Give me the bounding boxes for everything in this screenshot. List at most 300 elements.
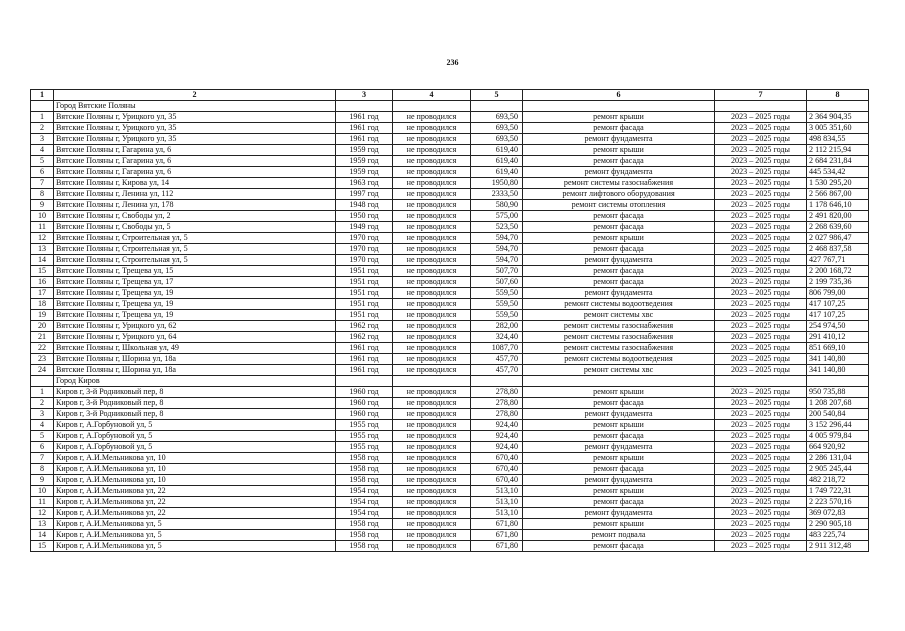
year-cell: 1958 год: [336, 453, 393, 464]
column-header: 7: [715, 90, 807, 101]
row-number: 1: [31, 387, 54, 398]
period-cell: 2023 – 2025 годы: [715, 409, 807, 420]
area-cell: 693,50: [471, 134, 523, 145]
address-cell: Вятские Поляны г, Урицкого ул, 35: [54, 123, 336, 134]
row-number: 4: [31, 145, 54, 156]
period-cell: 2023 – 2025 годы: [715, 244, 807, 255]
area-cell: 278,80: [471, 409, 523, 420]
year-cell: 1951 год: [336, 310, 393, 321]
table-row: [31, 541, 869, 552]
work-type-cell: ремонт фасада: [523, 222, 715, 233]
area-cell: 619,40: [471, 145, 523, 156]
year-cell: 1958 год: [336, 541, 393, 552]
table-row: [31, 167, 869, 178]
area-cell: 282,00: [471, 321, 523, 332]
row-number: 13: [31, 244, 54, 255]
table-row: [31, 431, 869, 442]
work-type-cell: ремонт крыши: [523, 453, 715, 464]
year-cell: 1963 год: [336, 178, 393, 189]
row-number: 23: [31, 354, 54, 365]
row-number: 1: [31, 112, 54, 123]
year-cell: 1951 год: [336, 277, 393, 288]
empty-cell: [336, 376, 393, 387]
table-row: [31, 178, 869, 189]
period-cell: 2023 – 2025 годы: [715, 365, 807, 376]
status-cell: не проводился: [393, 387, 471, 398]
table-row: [31, 420, 869, 431]
empty-cell: [393, 101, 471, 112]
empty-cell: [807, 376, 869, 387]
work-type-cell: ремонт крыши: [523, 233, 715, 244]
cost-cell: 1 178 646,10: [807, 200, 869, 211]
row-number: 8: [31, 464, 54, 475]
address-cell: Вятские Поляны г, Урицкого ул, 35: [54, 134, 336, 145]
year-cell: 1960 год: [336, 409, 393, 420]
period-cell: 2023 – 2025 годы: [715, 156, 807, 167]
year-cell: 1951 год: [336, 299, 393, 310]
year-cell: 1950 год: [336, 211, 393, 222]
cost-cell: 1 208 207,68: [807, 398, 869, 409]
row-number: 2: [31, 123, 54, 134]
work-type-cell: ремонт системы газоснабжения: [523, 178, 715, 189]
period-cell: 2023 – 2025 годы: [715, 310, 807, 321]
status-cell: не проводился: [393, 431, 471, 442]
status-cell: не проводился: [393, 255, 471, 266]
work-type-cell: ремонт фасада: [523, 123, 715, 134]
status-cell: не проводился: [393, 288, 471, 299]
cost-cell: 2 468 837,58: [807, 244, 869, 255]
status-cell: не проводился: [393, 167, 471, 178]
status-cell: не проводился: [393, 541, 471, 552]
row-number: 3: [31, 409, 54, 420]
area-cell: 670,40: [471, 464, 523, 475]
work-type-cell: ремонт фасада: [523, 398, 715, 409]
table-row: [31, 277, 869, 288]
period-cell: 2023 – 2025 годы: [715, 123, 807, 134]
table-row: [31, 475, 869, 486]
column-header: 4: [393, 90, 471, 101]
column-header: 1: [31, 90, 54, 101]
row-number: 4: [31, 420, 54, 431]
row-number: 12: [31, 508, 54, 519]
area-cell: 513,10: [471, 508, 523, 519]
address-cell: Вятские Поляны г, Кирова ул, 14: [54, 178, 336, 189]
year-cell: 1955 год: [336, 431, 393, 442]
year-cell: 1948 год: [336, 200, 393, 211]
work-type-cell: ремонт фасада: [523, 464, 715, 475]
period-cell: 2023 – 2025 годы: [715, 321, 807, 332]
area-cell: 523,50: [471, 222, 523, 233]
section-title: Город Киров: [54, 376, 336, 387]
row-number: 16: [31, 277, 54, 288]
year-cell: 1958 год: [336, 519, 393, 530]
address-cell: Вятские Поляны г, Трещева ул, 15: [54, 266, 336, 277]
cost-cell: 2 566 867,00: [807, 189, 869, 200]
table-header-row: [31, 90, 869, 101]
area-cell: 575,00: [471, 211, 523, 222]
period-cell: 2023 – 2025 годы: [715, 354, 807, 365]
status-cell: не проводился: [393, 464, 471, 475]
address-cell: Киров г, А.Горбуновой ул, 5: [54, 420, 336, 431]
column-header: 8: [807, 90, 869, 101]
period-cell: 2023 – 2025 годы: [715, 299, 807, 310]
address-cell: Вятские Поляны г, Трещева ул, 17: [54, 277, 336, 288]
period-cell: 2023 – 2025 годы: [715, 222, 807, 233]
period-cell: 2023 – 2025 годы: [715, 398, 807, 409]
area-cell: 580,90: [471, 200, 523, 211]
section-title: Город Вятские Поляны: [54, 101, 336, 112]
period-cell: 2023 – 2025 годы: [715, 508, 807, 519]
status-cell: не проводился: [393, 178, 471, 189]
address-cell: Киров г, А.И.Мельникова ул, 5: [54, 530, 336, 541]
row-number: 8: [31, 189, 54, 200]
cost-cell: 1 530 295,20: [807, 178, 869, 189]
period-cell: 2023 – 2025 годы: [715, 497, 807, 508]
row-number: 18: [31, 299, 54, 310]
cost-cell: 2 491 820,00: [807, 211, 869, 222]
address-cell: Киров г, А.И.Мельникова ул, 10: [54, 464, 336, 475]
section-header-row: [31, 376, 869, 387]
empty-cell: [471, 376, 523, 387]
cost-cell: 254 974,50: [807, 321, 869, 332]
year-cell: 1954 год: [336, 486, 393, 497]
row-number: 5: [31, 156, 54, 167]
table-row: [31, 398, 869, 409]
work-type-cell: ремонт крыши: [523, 387, 715, 398]
empty-cell: [393, 376, 471, 387]
area-cell: 513,10: [471, 497, 523, 508]
address-cell: Вятские Поляны г, Строительная ул, 5: [54, 233, 336, 244]
work-type-cell: ремонт системы хвс: [523, 310, 715, 321]
area-cell: 507,70: [471, 266, 523, 277]
address-cell: Киров г, 3-й Родниковый пер, 8: [54, 398, 336, 409]
address-cell: Вятские Поляны г, Трещева ул, 19: [54, 288, 336, 299]
year-cell: 1955 год: [336, 442, 393, 453]
row-number: 10: [31, 486, 54, 497]
area-cell: 671,80: [471, 530, 523, 541]
cost-cell: 2 290 905,18: [807, 519, 869, 530]
address-cell: Вятские Поляны г, Гагарина ул, 6: [54, 167, 336, 178]
cost-cell: 483 225,74: [807, 530, 869, 541]
work-type-cell: ремонт фундамента: [523, 409, 715, 420]
cost-cell: 664 920,92: [807, 442, 869, 453]
area-cell: 559,50: [471, 310, 523, 321]
period-cell: 2023 – 2025 годы: [715, 288, 807, 299]
address-cell: Киров г, А.И.Мельникова ул, 5: [54, 541, 336, 552]
status-cell: не проводился: [393, 409, 471, 420]
table-row: [31, 310, 869, 321]
year-cell: 1961 год: [336, 354, 393, 365]
status-cell: не проводился: [393, 321, 471, 332]
period-cell: 2023 – 2025 годы: [715, 178, 807, 189]
cost-cell: 806 799,00: [807, 288, 869, 299]
empty-cell: [523, 376, 715, 387]
status-cell: не проводился: [393, 277, 471, 288]
cost-cell: 2 911 312,48: [807, 541, 869, 552]
table-row: [31, 222, 869, 233]
address-cell: Киров г, А.И.Мельникова ул, 22: [54, 508, 336, 519]
area-cell: 671,80: [471, 519, 523, 530]
year-cell: 1962 год: [336, 321, 393, 332]
area-cell: 457,70: [471, 365, 523, 376]
status-cell: не проводился: [393, 134, 471, 145]
address-cell: Киров г, А.И.Мельникова ул, 5: [54, 519, 336, 530]
section-header-row: [31, 101, 869, 112]
year-cell: 1970 год: [336, 255, 393, 266]
table-row: [31, 255, 869, 266]
table-row: [31, 211, 869, 222]
area-cell: 693,50: [471, 112, 523, 123]
cost-cell: 427 767,71: [807, 255, 869, 266]
year-cell: 1958 год: [336, 475, 393, 486]
address-cell: Вятские Поляны г, Урицкого ул, 64: [54, 332, 336, 343]
period-cell: 2023 – 2025 годы: [715, 266, 807, 277]
table-row: [31, 156, 869, 167]
work-type-cell: ремонт системы хвс: [523, 365, 715, 376]
address-cell: Вятские Поляны г, Свободы ул, 2: [54, 211, 336, 222]
cost-cell: 445 534,42: [807, 167, 869, 178]
period-cell: 2023 – 2025 годы: [715, 189, 807, 200]
work-type-cell: ремонт системы водоотведения: [523, 299, 715, 310]
row-number: 17: [31, 288, 54, 299]
work-type-cell: ремонт фасада: [523, 156, 715, 167]
cost-cell: 341 140,80: [807, 365, 869, 376]
status-cell: не проводился: [393, 222, 471, 233]
address-cell: Вятские Поляны г, Строительная ул, 5: [54, 255, 336, 266]
address-cell: Киров г, А.И.Мельникова ул, 10: [54, 475, 336, 486]
row-number: 10: [31, 211, 54, 222]
year-cell: 1959 год: [336, 145, 393, 156]
period-cell: 2023 – 2025 годы: [715, 420, 807, 431]
year-cell: 1951 год: [336, 266, 393, 277]
status-cell: не проводился: [393, 332, 471, 343]
area-cell: 670,40: [471, 475, 523, 486]
table-row: [31, 387, 869, 398]
work-type-cell: ремонт фундамента: [523, 167, 715, 178]
area-cell: 278,80: [471, 387, 523, 398]
row-number: 14: [31, 255, 54, 266]
cost-cell: 2 027 986,47: [807, 233, 869, 244]
cost-cell: 482 218,72: [807, 475, 869, 486]
area-cell: 559,50: [471, 288, 523, 299]
row-number: 21: [31, 332, 54, 343]
work-type-cell: ремонт системы газоснабжения: [523, 321, 715, 332]
row-number: 15: [31, 266, 54, 277]
work-type-cell: ремонт фундамента: [523, 288, 715, 299]
status-cell: не проводился: [393, 112, 471, 123]
work-type-cell: ремонт фасада: [523, 277, 715, 288]
row-number: 5: [31, 431, 54, 442]
cost-cell: 3 152 296,44: [807, 420, 869, 431]
status-cell: не проводился: [393, 442, 471, 453]
year-cell: 1961 год: [336, 134, 393, 145]
period-cell: 2023 – 2025 годы: [715, 343, 807, 354]
year-cell: 1961 год: [336, 112, 393, 123]
work-type-cell: ремонт крыши: [523, 112, 715, 123]
cost-cell: 2 268 639,60: [807, 222, 869, 233]
table-row: [31, 486, 869, 497]
address-cell: Киров г, А.И.Мельникова ул, 22: [54, 486, 336, 497]
cost-cell: 417 107,25: [807, 299, 869, 310]
status-cell: не проводился: [393, 244, 471, 255]
year-cell: 1961 год: [336, 123, 393, 134]
address-cell: Вятские Поляны г, Трещева ул, 19: [54, 299, 336, 310]
period-cell: 2023 – 2025 годы: [715, 134, 807, 145]
period-cell: 2023 – 2025 годы: [715, 233, 807, 244]
work-type-cell: ремонт лифтового оборудования: [523, 189, 715, 200]
row-number: 14: [31, 530, 54, 541]
year-cell: 1959 год: [336, 167, 393, 178]
status-cell: не проводился: [393, 156, 471, 167]
area-cell: 507,60: [471, 277, 523, 288]
status-cell: не проводился: [393, 310, 471, 321]
cost-cell: 1 749 722,31: [807, 486, 869, 497]
area-cell: 2333,50: [471, 189, 523, 200]
area-cell: 594,70: [471, 244, 523, 255]
cost-cell: 4 005 979,84: [807, 431, 869, 442]
row-number: 3: [31, 134, 54, 145]
period-cell: 2023 – 2025 годы: [715, 387, 807, 398]
cost-cell: 851 669,10: [807, 343, 869, 354]
table-row: [31, 332, 869, 343]
period-cell: 2023 – 2025 годы: [715, 145, 807, 156]
status-cell: не проводился: [393, 354, 471, 365]
row-number: 6: [31, 442, 54, 453]
empty-cell: [715, 376, 807, 387]
year-cell: 1949 год: [336, 222, 393, 233]
area-cell: 457,70: [471, 354, 523, 365]
address-cell: Киров г, А.И.Мельникова ул, 22: [54, 497, 336, 508]
year-cell: 1997 год: [336, 189, 393, 200]
work-type-cell: ремонт системы водоотведения: [523, 354, 715, 365]
cost-cell: 369 072,83: [807, 508, 869, 519]
row-number: 7: [31, 453, 54, 464]
period-cell: 2023 – 2025 годы: [715, 453, 807, 464]
table-row: [31, 343, 869, 354]
period-cell: 2023 – 2025 годы: [715, 255, 807, 266]
status-cell: не проводился: [393, 420, 471, 431]
column-header: 5: [471, 90, 523, 101]
status-cell: не проводился: [393, 200, 471, 211]
table-row: [31, 244, 869, 255]
area-cell: 924,40: [471, 431, 523, 442]
period-cell: 2023 – 2025 годы: [715, 167, 807, 178]
address-cell: Вятские Поляны г, Шорина ул, 18а: [54, 365, 336, 376]
status-cell: не проводился: [393, 453, 471, 464]
year-cell: 1961 год: [336, 365, 393, 376]
address-cell: Вятские Поляны г, Строительная ул, 5: [54, 244, 336, 255]
work-type-cell: ремонт крыши: [523, 519, 715, 530]
cost-cell: 2 112 215,94: [807, 145, 869, 156]
period-cell: 2023 – 2025 годы: [715, 200, 807, 211]
status-cell: не проводился: [393, 475, 471, 486]
empty-cell: [336, 101, 393, 112]
area-cell: 671,80: [471, 541, 523, 552]
column-header: 6: [523, 90, 715, 101]
work-type-cell: ремонт крыши: [523, 420, 715, 431]
work-type-cell: ремонт крыши: [523, 486, 715, 497]
year-cell: 1951 год: [336, 288, 393, 299]
row-number: 11: [31, 222, 54, 233]
cost-cell: 3 005 351,60: [807, 123, 869, 134]
row-number: 19: [31, 310, 54, 321]
area-cell: 924,40: [471, 442, 523, 453]
row-number: 24: [31, 365, 54, 376]
area-cell: 278,80: [471, 398, 523, 409]
work-type-cell: ремонт фасада: [523, 497, 715, 508]
status-cell: не проводился: [393, 233, 471, 244]
cost-cell: 498 834,55: [807, 134, 869, 145]
table-row: [31, 189, 869, 200]
year-cell: 1954 год: [336, 497, 393, 508]
address-cell: Вятские Поляны г, Шорина ул, 18а: [54, 354, 336, 365]
period-cell: 2023 – 2025 годы: [715, 486, 807, 497]
cost-cell: 950 735,88: [807, 387, 869, 398]
table-row: [31, 200, 869, 211]
period-cell: 2023 – 2025 годы: [715, 541, 807, 552]
year-cell: 1958 год: [336, 464, 393, 475]
area-cell: 1087,70: [471, 343, 523, 354]
cost-cell: 2 286 131,04: [807, 453, 869, 464]
table-row: [31, 464, 869, 475]
area-cell: 513,10: [471, 486, 523, 497]
work-type-cell: ремонт фасада: [523, 541, 715, 552]
status-cell: не проводился: [393, 189, 471, 200]
status-cell: не проводился: [393, 486, 471, 497]
period-cell: 2023 – 2025 годы: [715, 442, 807, 453]
row-number: 20: [31, 321, 54, 332]
status-cell: не проводился: [393, 508, 471, 519]
table-row: [31, 145, 869, 156]
period-cell: 2023 – 2025 годы: [715, 475, 807, 486]
work-type-cell: ремонт фундамента: [523, 255, 715, 266]
page-number: 236: [446, 58, 459, 67]
address-cell: Вятские Поляны г, Урицкого ул, 62: [54, 321, 336, 332]
table-row: [31, 299, 869, 310]
table-row: [31, 266, 869, 277]
repair-schedule-table: [30, 89, 869, 552]
area-cell: 924,40: [471, 420, 523, 431]
cost-cell: 341 140,80: [807, 354, 869, 365]
year-cell: 1958 год: [336, 530, 393, 541]
area-cell: 693,50: [471, 123, 523, 134]
cost-cell: 2 223 570,16: [807, 497, 869, 508]
table-row: [31, 233, 869, 244]
address-cell: Вятские Поляны г, Школьная ул, 49: [54, 343, 336, 354]
area-cell: 619,40: [471, 167, 523, 178]
area-cell: 559,50: [471, 299, 523, 310]
status-cell: не проводился: [393, 266, 471, 277]
table-row: [31, 409, 869, 420]
address-cell: Киров г, А.Горбуновой ул, 5: [54, 442, 336, 453]
cost-cell: 417 107,25: [807, 310, 869, 321]
address-cell: Вятские Поляны г, Гагарина ул, 6: [54, 156, 336, 167]
area-cell: 594,70: [471, 233, 523, 244]
table-row: [31, 453, 869, 464]
year-cell: 1970 год: [336, 244, 393, 255]
work-type-cell: ремонт системы газоснабжения: [523, 332, 715, 343]
work-type-cell: ремонт системы газоснабжения: [523, 343, 715, 354]
status-cell: не проводился: [393, 398, 471, 409]
status-cell: не проводился: [393, 343, 471, 354]
address-cell: Киров г, А.Горбуновой ул, 5: [54, 431, 336, 442]
table-row: [31, 365, 869, 376]
address-cell: Киров г, 3-й Родниковый пер, 8: [54, 387, 336, 398]
work-type-cell: ремонт фундамента: [523, 475, 715, 486]
period-cell: 2023 – 2025 годы: [715, 530, 807, 541]
table-row: [31, 442, 869, 453]
column-header: 2: [54, 90, 336, 101]
